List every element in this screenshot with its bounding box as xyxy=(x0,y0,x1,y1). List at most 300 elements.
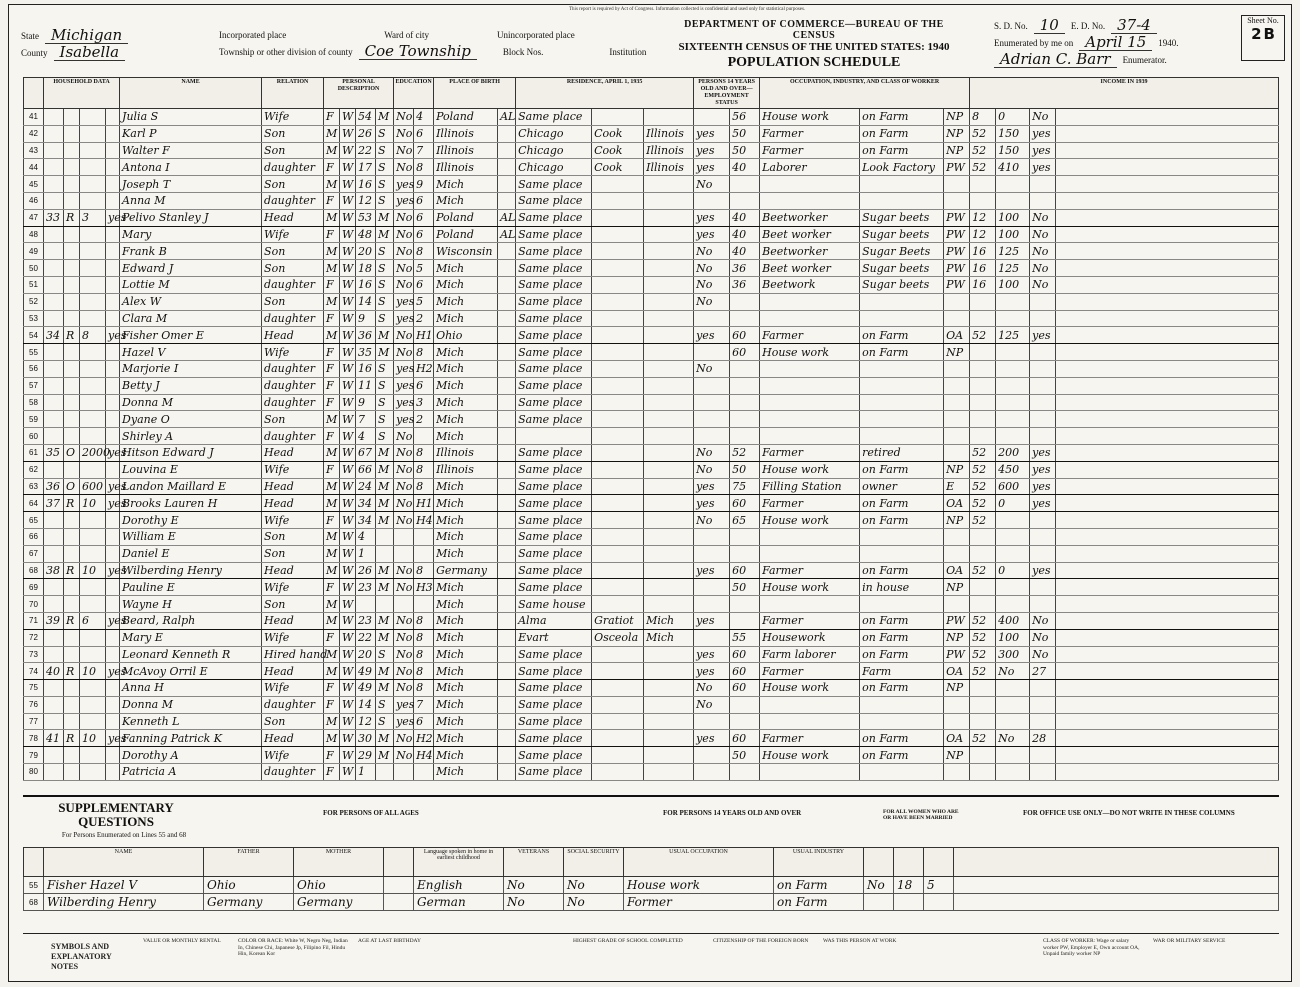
cell-weeks: 52 xyxy=(970,142,996,159)
cell-value: 10 xyxy=(80,495,106,512)
cell-res-state xyxy=(644,730,694,747)
cell-farm xyxy=(106,226,120,243)
cell-school: No xyxy=(394,562,414,579)
cell-cit xyxy=(498,159,516,176)
cell-marital xyxy=(376,764,394,781)
cell-res-state xyxy=(644,528,694,545)
cell-hours: 36 xyxy=(730,276,760,293)
cell-industry: Sugar beets xyxy=(860,276,944,293)
table-row xyxy=(24,629,1279,646)
cell-worked: yes xyxy=(694,209,730,226)
cell-hours: 50 xyxy=(730,461,760,478)
cell-hours xyxy=(730,411,760,428)
cell-income xyxy=(996,512,1030,529)
cell-value xyxy=(80,260,106,277)
cell-school: No xyxy=(394,344,414,361)
cell-value xyxy=(80,377,106,394)
cell-occupation xyxy=(760,545,860,562)
cell-class xyxy=(944,428,970,445)
cell-cit: AL xyxy=(498,209,516,226)
cell-home: R xyxy=(64,327,80,344)
cell-race: W xyxy=(340,327,356,344)
supp-cell-mother: Germany xyxy=(294,894,384,911)
cell-sex: M xyxy=(324,528,340,545)
cell-worked: No xyxy=(694,696,730,713)
cell-value xyxy=(80,629,106,646)
cell-hours: 50 xyxy=(730,125,760,142)
cell-hours: 55 xyxy=(730,629,760,646)
supp-col-age-married xyxy=(894,848,924,877)
cell-relation: Head xyxy=(262,495,324,512)
supp-cell-mother: Ohio xyxy=(294,877,384,894)
cell-filler xyxy=(1056,629,1279,646)
population-table xyxy=(23,77,1279,781)
cell-hours: 56 xyxy=(730,109,760,126)
cell-relation: Head xyxy=(262,478,324,495)
cell-industry: on Farm xyxy=(860,562,944,579)
cell-res-city: Same place xyxy=(516,680,592,697)
enumerated-year: 1940. xyxy=(1158,38,1179,48)
cell-worked xyxy=(694,428,730,445)
cell-grade: 5 xyxy=(414,293,434,310)
cell-worked: No xyxy=(694,360,730,377)
cell-race: W xyxy=(340,260,356,277)
cell-age: 29 xyxy=(356,747,376,764)
township-value: Coe Township xyxy=(359,43,477,60)
cell-hours xyxy=(730,377,760,394)
cell-name: Wayne H xyxy=(120,596,262,613)
cell-birthplace: Mich xyxy=(434,176,498,193)
cell-res-state xyxy=(644,512,694,529)
cell-school: yes xyxy=(394,176,414,193)
cell-home xyxy=(64,310,80,327)
cell-res-state xyxy=(644,428,694,445)
table-row xyxy=(24,394,1279,411)
cell-res-city: Same place xyxy=(516,411,592,428)
cell-value xyxy=(80,411,106,428)
cell-worked xyxy=(694,545,730,562)
cell-birthplace: Mich xyxy=(434,495,498,512)
cell-school: yes xyxy=(394,192,414,209)
cell-race: W xyxy=(340,730,356,747)
table-row xyxy=(24,125,1279,142)
supplementary-section xyxy=(23,795,1279,927)
enumerator-label: Enumerator. xyxy=(1122,55,1167,65)
cell-cit xyxy=(498,327,516,344)
cell-industry: retired xyxy=(860,444,944,461)
cell-sex: M xyxy=(324,730,340,747)
cell-industry: owner xyxy=(860,478,944,495)
cell-income: 200 xyxy=(996,444,1030,461)
cell-cit xyxy=(498,495,516,512)
cell-marital: S xyxy=(376,428,394,445)
cell-class: OA xyxy=(944,495,970,512)
cell-hours: 40 xyxy=(730,243,760,260)
cell-value xyxy=(80,142,106,159)
cell-weeks: 52 xyxy=(970,663,996,680)
cell-name: Beard, Ralph xyxy=(120,612,262,629)
cell-occupation: Beetworker xyxy=(760,209,860,226)
ward-label: Ward of city xyxy=(384,30,429,40)
cell-hours xyxy=(730,612,760,629)
cell-hours: 60 xyxy=(730,663,760,680)
cell-res-county: Gratiot xyxy=(592,612,644,629)
cell-value xyxy=(80,109,106,126)
cell-res-county xyxy=(592,579,644,596)
cell-race: W xyxy=(340,612,356,629)
cell-industry xyxy=(860,696,944,713)
cell-home xyxy=(64,226,80,243)
cell-school: No xyxy=(394,125,414,142)
cell-worked xyxy=(694,310,730,327)
cell-filler xyxy=(1056,394,1279,411)
cell-res-state xyxy=(644,663,694,680)
cell-res-county: Osceola xyxy=(592,629,644,646)
cell-filler xyxy=(1056,109,1279,126)
cell-income xyxy=(996,713,1030,730)
cell-res-city: Same place xyxy=(516,663,592,680)
supp-cell-blank xyxy=(384,877,414,894)
cell-income xyxy=(996,579,1030,596)
table-row xyxy=(24,596,1279,613)
cell-class: NP xyxy=(944,142,970,159)
cell-home: R xyxy=(64,730,80,747)
cell-age: 16 xyxy=(356,176,376,193)
cell-school: No xyxy=(394,209,414,226)
cell-relation: Son xyxy=(262,260,324,277)
cell-marital: S xyxy=(376,293,394,310)
cell-weeks: 52 xyxy=(970,461,996,478)
cell-industry: on Farm xyxy=(860,495,944,512)
cell-weeks xyxy=(970,428,996,445)
cell-filler xyxy=(1056,276,1279,293)
cell-weeks xyxy=(970,394,996,411)
sheet-number: 2 xyxy=(1251,25,1262,43)
cell-name: Fisher Omer E xyxy=(120,327,262,344)
cell-birthplace: Wisconsin xyxy=(434,243,498,260)
cell-sex: M xyxy=(324,260,340,277)
cell-hours: 40 xyxy=(730,209,760,226)
cell-grade: 7 xyxy=(414,142,434,159)
cell-hours xyxy=(730,764,760,781)
cell-dwelling xyxy=(44,545,64,562)
cell-relation: Head xyxy=(262,612,324,629)
supplementary-body xyxy=(24,877,1279,911)
cell-filler xyxy=(1056,747,1279,764)
supp-col-tongue: Language spoken in home in earliest childhood xyxy=(414,848,504,877)
cell-res-state xyxy=(644,192,694,209)
cell-relation: daughter xyxy=(262,276,324,293)
cell-res-county xyxy=(592,260,644,277)
cell-dwelling xyxy=(44,428,64,445)
table-row xyxy=(24,478,1279,495)
cell-name: Anna H xyxy=(120,680,262,697)
cell-other: yes xyxy=(1030,125,1056,142)
cell-hours xyxy=(730,310,760,327)
cell-sex: M xyxy=(324,411,340,428)
table-row xyxy=(24,176,1279,193)
cell-income: No xyxy=(996,730,1030,747)
table-row xyxy=(24,192,1279,209)
cell-age: 34 xyxy=(356,495,376,512)
cell-res-city: Evart xyxy=(516,629,592,646)
cell-industry: in house xyxy=(860,579,944,596)
cell-industry xyxy=(860,377,944,394)
cell-dwelling xyxy=(44,260,64,277)
cell-class xyxy=(944,545,970,562)
cell-farm: yes xyxy=(106,327,120,344)
cell-farm xyxy=(106,310,120,327)
cell-marital: S xyxy=(376,394,394,411)
cell-industry xyxy=(860,545,944,562)
cell-relation: Wife xyxy=(262,226,324,243)
cell-res-city: Same place xyxy=(516,192,592,209)
cell-res-state xyxy=(644,176,694,193)
supplementary-row xyxy=(24,894,1279,911)
cell-other: No xyxy=(1030,629,1056,646)
table-row xyxy=(24,747,1279,764)
cell-res-county xyxy=(592,394,644,411)
cell-home xyxy=(64,243,80,260)
cell-name: Antona I xyxy=(120,159,262,176)
cell-birthplace: Mich xyxy=(434,713,498,730)
cell-race: W xyxy=(340,209,356,226)
cell-sex: M xyxy=(324,646,340,663)
cell-value xyxy=(80,764,106,781)
cell-dwelling: 36 xyxy=(44,478,64,495)
cell-line: 49 xyxy=(24,243,44,260)
cell-res-county xyxy=(592,747,644,764)
cell-relation: Hired hand xyxy=(262,646,324,663)
cell-value xyxy=(80,680,106,697)
cell-home: O xyxy=(64,444,80,461)
cell-weeks: 52 xyxy=(970,125,996,142)
cell-occupation xyxy=(760,411,860,428)
cell-home xyxy=(64,344,80,361)
cell-school xyxy=(394,545,414,562)
cell-name: Frank B xyxy=(120,243,262,260)
cell-cit xyxy=(498,394,516,411)
cell-cit xyxy=(498,176,516,193)
cell-dwelling xyxy=(44,713,64,730)
cell-res-city: Same place xyxy=(516,461,592,478)
cell-weeks xyxy=(970,192,996,209)
cell-filler xyxy=(1056,612,1279,629)
cell-res-county xyxy=(592,293,644,310)
cell-school: No xyxy=(394,512,414,529)
cell-res-city: Same place xyxy=(516,327,592,344)
cell-school: No xyxy=(394,428,414,445)
cell-school: No xyxy=(394,159,414,176)
cell-relation: Wife xyxy=(262,461,324,478)
cell-school: No xyxy=(394,646,414,663)
supplementary-subtitle: For Persons Enumerated on Lines 55 and 68 xyxy=(61,831,187,839)
cell-income xyxy=(996,545,1030,562)
legal-notice: This report is required by Act of Congress. Information collected is confidential and used only for statistical purposes. xyxy=(569,7,806,12)
cell-marital: S xyxy=(376,360,394,377)
cell-industry: on Farm xyxy=(860,125,944,142)
cell-class: PW xyxy=(944,226,970,243)
cell-other xyxy=(1030,377,1056,394)
cell-weeks xyxy=(970,310,996,327)
cell-res-city: Same place xyxy=(516,243,592,260)
cell-name: Wilberding Henry xyxy=(120,562,262,579)
cell-filler xyxy=(1056,764,1279,781)
cell-res-state xyxy=(644,327,694,344)
cell-age: 14 xyxy=(356,293,376,310)
cell-grade: 6 xyxy=(414,713,434,730)
cell-birthplace: Mich xyxy=(434,764,498,781)
cell-filler xyxy=(1056,461,1279,478)
supp-cell-children xyxy=(924,894,954,911)
sd-value: 10 xyxy=(1034,17,1065,34)
cell-res-county xyxy=(592,344,644,361)
cell-sex: M xyxy=(324,495,340,512)
cell-other xyxy=(1030,512,1056,529)
cell-res-county xyxy=(592,562,644,579)
cell-farm xyxy=(106,125,120,142)
cell-other: yes xyxy=(1030,444,1056,461)
cell-age: 34 xyxy=(356,512,376,529)
cell-income: 410 xyxy=(996,159,1030,176)
cell-class: NP xyxy=(944,125,970,142)
table-row xyxy=(24,646,1279,663)
cell-cit xyxy=(498,730,516,747)
table-row xyxy=(24,680,1279,697)
cell-filler xyxy=(1056,310,1279,327)
cell-race: W xyxy=(340,562,356,579)
cell-industry: on Farm xyxy=(860,680,944,697)
cell-value xyxy=(80,176,106,193)
cell-industry xyxy=(860,428,944,445)
cell-grade: 3 xyxy=(414,394,434,411)
band-14-over: FOR PERSONS 14 YEARS OLD AND OVER xyxy=(663,809,802,817)
table-row xyxy=(24,260,1279,277)
cell-filler xyxy=(1056,478,1279,495)
table-row xyxy=(24,159,1279,176)
cell-income xyxy=(996,747,1030,764)
cell-line: 63 xyxy=(24,478,44,495)
cell-other: No xyxy=(1030,226,1056,243)
cell-class xyxy=(944,444,970,461)
cell-income: 125 xyxy=(996,243,1030,260)
cell-relation: Son xyxy=(262,545,324,562)
cell-value xyxy=(80,276,106,293)
cell-weeks: 52 xyxy=(970,629,996,646)
cell-value xyxy=(80,713,106,730)
cell-res-state xyxy=(644,344,694,361)
cell-age: 36 xyxy=(356,327,376,344)
state-label: State xyxy=(21,31,39,41)
cell-grade: 6 xyxy=(414,226,434,243)
cell-farm xyxy=(106,377,120,394)
cell-dwelling xyxy=(44,142,64,159)
cell-occupation xyxy=(760,377,860,394)
cell-hours: 50 xyxy=(730,579,760,596)
cell-value xyxy=(80,192,106,209)
county-value: Isabella xyxy=(54,44,126,61)
cell-other xyxy=(1030,360,1056,377)
cell-line: 51 xyxy=(24,276,44,293)
cell-birthplace: Mich xyxy=(434,260,498,277)
cell-income: 150 xyxy=(996,125,1030,142)
cell-res-city: Same place xyxy=(516,109,592,126)
cell-class: NP xyxy=(944,512,970,529)
cell-class xyxy=(944,596,970,613)
cell-birthplace: Illinois xyxy=(434,159,498,176)
cell-res-state: Illinois xyxy=(644,142,694,159)
cell-weeks: 52 xyxy=(970,512,996,529)
cell-farm xyxy=(106,243,120,260)
cell-weeks: 52 xyxy=(970,612,996,629)
cell-industry xyxy=(860,310,944,327)
cell-occupation: Filling Station xyxy=(760,478,860,495)
cell-worked: No xyxy=(694,461,730,478)
cell-age: 4 xyxy=(356,428,376,445)
cell-race: W xyxy=(340,680,356,697)
cell-filler xyxy=(1056,495,1279,512)
cell-name: Karl P xyxy=(120,125,262,142)
supp-cell-blank xyxy=(384,894,414,911)
cell-industry: Sugar beets xyxy=(860,226,944,243)
cell-other xyxy=(1030,747,1056,764)
supp-cell-father: Germany xyxy=(204,894,294,911)
supp-col-line xyxy=(24,848,44,877)
cell-value xyxy=(80,747,106,764)
cell-grade xyxy=(414,596,434,613)
cell-res-county xyxy=(592,495,644,512)
cell-weeks xyxy=(970,293,996,310)
cell-birthplace: Mich xyxy=(434,646,498,663)
cell-class xyxy=(944,377,970,394)
cell-age: 20 xyxy=(356,646,376,663)
cell-cit xyxy=(498,260,516,277)
supp-cell-name: Fisher Hazel V xyxy=(44,877,204,894)
cell-occupation xyxy=(760,310,860,327)
col-group-personal: PERSONAL DESCRIPTION xyxy=(324,78,394,109)
cell-name: Clara M xyxy=(120,310,262,327)
cell-school: No xyxy=(394,663,414,680)
cell-marital: M xyxy=(376,478,394,495)
cell-class xyxy=(944,394,970,411)
cell-name: Brooks Lauren H xyxy=(120,495,262,512)
cell-grade: 7 xyxy=(414,696,434,713)
cell-school: No xyxy=(394,461,414,478)
supp-cell-ss: No xyxy=(564,894,624,911)
enumerated-label: Enumerated by me on xyxy=(994,38,1074,48)
cell-class xyxy=(944,764,970,781)
cell-filler xyxy=(1056,377,1279,394)
cell-school: No xyxy=(394,327,414,344)
cell-class: NP xyxy=(944,344,970,361)
supp-cell-line: 55 xyxy=(24,877,44,894)
cell-res-city: Same place xyxy=(516,562,592,579)
cell-hours xyxy=(730,428,760,445)
cell-res-city: Same place xyxy=(516,579,592,596)
cell-hours: 40 xyxy=(730,159,760,176)
cell-value xyxy=(80,428,106,445)
cell-school: No xyxy=(394,629,414,646)
cell-age: 66 xyxy=(356,461,376,478)
cell-line: 61 xyxy=(24,444,44,461)
cell-relation: daughter xyxy=(262,360,324,377)
cell-school: yes xyxy=(394,360,414,377)
cell-industry xyxy=(860,596,944,613)
cell-name: Landon Maillard E xyxy=(120,478,262,495)
cell-school: No xyxy=(394,730,414,747)
cell-filler xyxy=(1056,562,1279,579)
supp-col-code xyxy=(384,848,414,877)
